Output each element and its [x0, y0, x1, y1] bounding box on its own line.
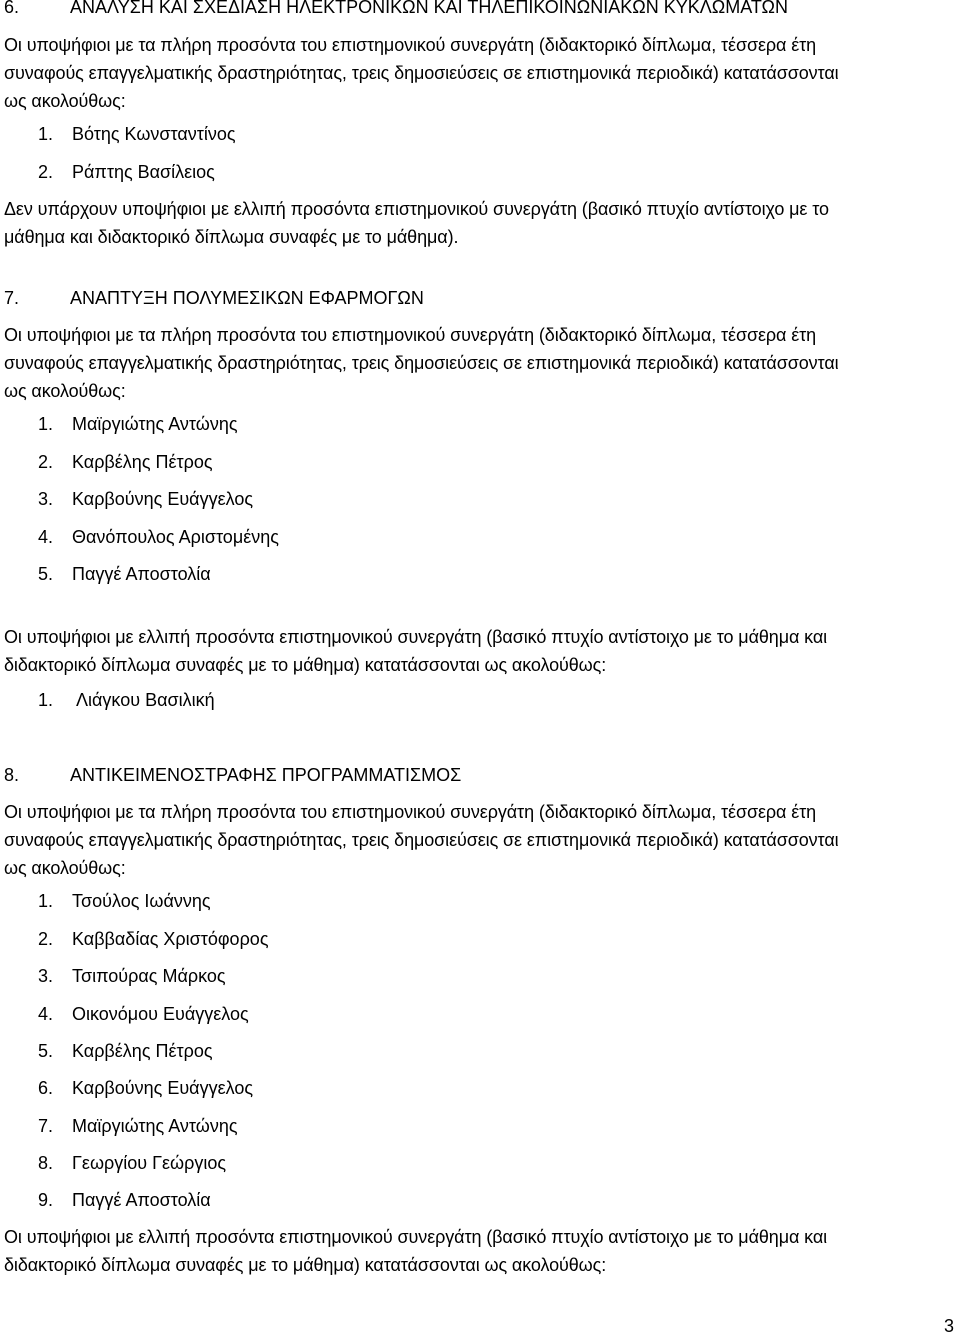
list-item-name: Θανόπουλος Αριστομένης — [72, 527, 279, 547]
section-8-partial-intro-line-1: Οι υποψήφιοι με ελλιπή προσόντα επιστημονικού συνεργάτη (βασικό πτυχίο αντίστοιχο με το μάθημα και — [4, 1227, 828, 1247]
section-7-number: 7. — [4, 288, 20, 308]
section-6-full-intro-line-3: ως ακολούθως: — [4, 91, 126, 111]
list-item-name: Παγγέ Αποστολία — [72, 1190, 211, 1210]
list-item-number: 4. — [38, 527, 54, 547]
list-item-number: 2. — [38, 452, 54, 472]
list-item-name: Καββαδίας Χριστόφορος — [72, 929, 269, 949]
list-item-name: Μαϊργιώτης Αντώνης — [72, 1116, 238, 1136]
list-item-name: Καρβούνης Ευάγγελος — [72, 1078, 254, 1098]
list-item-name: Ράπτης Βασίλειος — [72, 162, 215, 182]
section-8-title: ΑΝΤΙΚΕΙΜΕΝΟΣΤΡΑΦΗΣ ΠΡΟΓΡΑΜΜΑΤΙΣΜΟΣ — [70, 765, 462, 785]
list-item-name: Καρβέλης Πέτρος — [72, 452, 213, 472]
list-item-name: Λιάγκου Βασιλική — [76, 690, 215, 710]
list-item-number: 4. — [38, 1004, 54, 1024]
list-item-name: Μαϊργιώτης Αντώνης — [72, 414, 238, 434]
list-item-number: 6. — [38, 1078, 54, 1098]
section-8-number: 8. — [4, 765, 20, 785]
section-6-number: 6. — [4, 0, 20, 17]
section-6-title: ΑΝΑΛΥΣΗ ΚΑΙ ΣΧΕΔΙΑΣΗ ΗΛΕΚΤΡΟΝΙΚΩΝ ΚΑΙ ΤΗΛΕΠΙΚΟΙΝΩΝΙΑΚΩΝ ΚΥΚΛΩΜΑΤΩΝ — [70, 0, 789, 17]
section-7-partial-intro-line-1: Οι υποψήφιοι με ελλιπή προσόντα επιστημονικού συνεργάτη (βασικό πτυχίο αντίστοιχο με το μάθημα και — [4, 627, 828, 647]
list-item-number: 1. — [38, 891, 54, 911]
list-item-number: 2. — [38, 162, 54, 182]
list-item-name: Τσούλος Ιωάννης — [72, 891, 211, 911]
section-7-partial-intro-line-2: διδακτορικό δίπλωμα συναφές με το μάθημα) κατατάσσονται ως ακολούθως: — [4, 655, 607, 675]
list-item-name: Γεωργίου Γεώργιος — [72, 1153, 227, 1173]
section-8-full-intro-line-2: συναφούς επαγγελματικής δραστηριότητας, τρεις δημοσιεύσεις σε επιστημονικά περιοδικά) κατατάσσονται — [4, 830, 839, 850]
list-item-number: 7. — [38, 1116, 54, 1136]
list-item-number: 8. — [38, 1153, 54, 1173]
section-7-full-intro-line-1: Οι υποψήφιοι με τα πλήρη προσόντα του επιστημονικού συνεργάτη (διδακτορικό δίπλωμα, τέσσερα έτη — [4, 325, 817, 345]
section-6-full-intro-line-1: Οι υποψήφιοι με τα πλήρη προσόντα του επιστημονικού συνεργάτη (διδακτορικό δίπλωμα, τέσσερα έτη — [4, 35, 817, 55]
list-item-number: 3. — [38, 966, 54, 986]
list-item-number: 1. — [38, 414, 54, 434]
section-8-full-intro-line-3: ως ακολούθως: — [4, 858, 126, 878]
list-item-name: Καρβέλης Πέτρος — [72, 1041, 213, 1061]
section-8-full-intro-line-1: Οι υποψήφιοι με τα πλήρη προσόντα του επιστημονικού συνεργάτη (διδακτορικό δίπλωμα, τέσσερα έτη — [4, 802, 817, 822]
list-item-number: 1. — [38, 124, 54, 144]
section-7-full-intro-line-3: ως ακολούθως: — [4, 381, 126, 401]
section-7-title: ΑΝΑΠΤΥΞΗ ΠΟΛΥΜΕΣΙΚΩΝ ΕΦΑΡΜΟΓΩΝ — [70, 288, 424, 308]
section-6-partial-intro-line-2: μάθημα και διδακτορικό δίπλωμα συναφές με το μάθημα). — [4, 227, 459, 247]
section-8-partial-intro-line-2: διδακτορικό δίπλωμα συναφές με το μάθημα) κατατάσσονται ως ακολούθως: — [4, 1255, 607, 1275]
list-item-name: Οικονόμου Ευάγγελος — [72, 1004, 249, 1024]
section-6-partial-intro-line-1: Δεν υπάρχουν υποψήφιοι με ελλιπή προσόντα επιστημονικού συνεργάτη (βασικό πτυχίο αντίστοιχο με το — [4, 199, 829, 219]
section-6-full-intro-line-2: συναφούς επαγγελματικής δραστηριότητας, τρεις δημοσιεύσεις σε επιστημονικά περιοδικά) κατατάσσονται — [4, 63, 839, 83]
list-item-number: 5. — [38, 564, 54, 584]
list-item-name: Τσιπούρας Μάρκος — [72, 966, 226, 986]
page-number: 3 — [943, 1316, 954, 1336]
section-7-full-intro-line-2: συναφούς επαγγελματικής δραστηριότητας, τρεις δημοσιεύσεις σε επιστημονικά περιοδικά) κατατάσσονται — [4, 353, 839, 373]
list-item-name: Βότης Κωνσταντίνος — [72, 124, 236, 144]
list-item-number: 5. — [38, 1041, 54, 1061]
list-item-name: Παγγέ Αποστολία — [72, 564, 211, 584]
list-item-name: Καρβούνης Ευάγγελος — [72, 489, 254, 509]
list-item-number: 1. — [38, 690, 54, 710]
list-item-number: 2. — [38, 929, 54, 949]
list-item-number: 3. — [38, 489, 54, 509]
list-item-number: 9. — [38, 1190, 54, 1210]
